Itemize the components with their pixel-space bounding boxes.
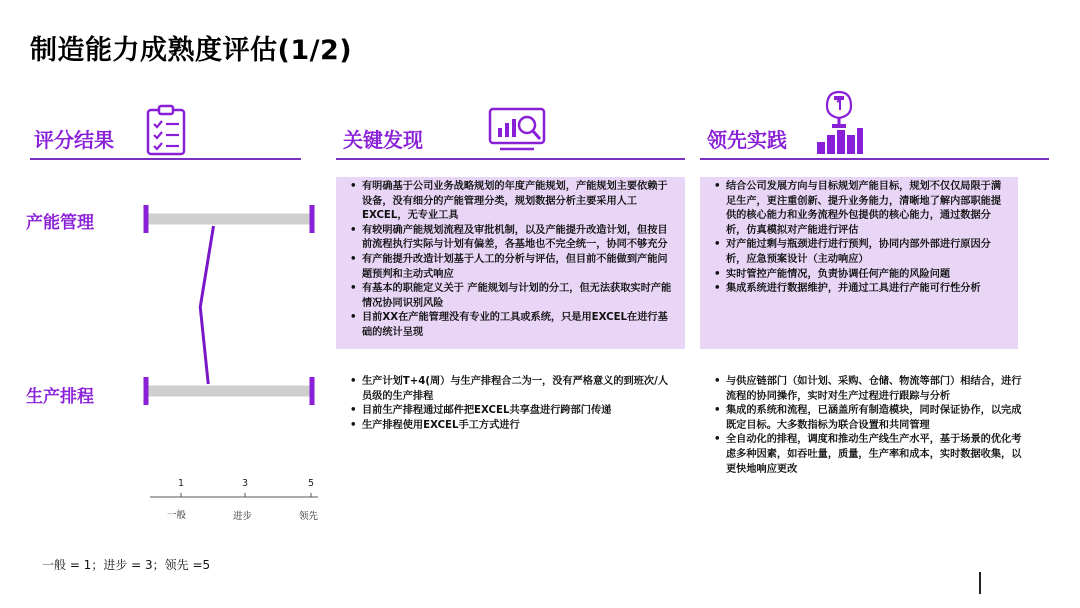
section-leading-divider <box>700 158 1049 160</box>
list-item: • 实时管控产能情况，负责协调任何产能的风险问题 <box>726 268 1010 283</box>
list-item: • 全自动化的排程，调度和推动生产线生产水平，基于场景的优化考虑多种因素，如吞吐量，质量，生产率和成本，实时数据收集，以更快地响应更改 <box>726 433 1024 477</box>
scale-tick-value-5: 5 <box>308 478 315 489</box>
list-item: • 有明确基于公司业务战略规划的年度产能规划，产能规划主要依赖于设备，没有细分的产能管理分类，规划数据分析主要采用人工EXCEL，无专业工具 <box>362 180 677 224</box>
section-findings-heading: 关键发现 <box>343 128 423 152</box>
list-item: • 生产排程使用EXCEL手工方式进行 <box>362 419 672 434</box>
scale-tick-label-1: 一般 <box>167 510 187 521</box>
list-item: • 集成的系统和流程，已涵盖所有制造模块，同时保证协作，以完成既定目标。大多数指标为联合设置和共同管理 <box>726 404 1024 433</box>
section-score-heading: 评分结果 <box>34 128 114 152</box>
list-item: • 与供应链部门（如计划、采购、仓储、物流等部门）相结合，进行流程的协同操作，实时对生产过程进行跟踪与分析 <box>726 375 1024 404</box>
scheduling-leading-box <box>700 375 1032 477</box>
list-item: • 生产计划T+4(周）与生产排程合二为一，没有严格意义的到班次/人员级的生产排程 <box>362 375 672 404</box>
list-item: • 集成系统进行数据维护，并通过工具进行产能可行性分析 <box>726 282 1010 297</box>
list-item: • 对产能过剩与瓶颈进行进行预判，协同内部外部进行原因分析，应急预案设计（主动响应） <box>726 238 1010 267</box>
list-item: • 目前XX在产能管理没有专业的工具或系统，只是用EXCEL在进行基础的统计呈现 <box>362 311 677 340</box>
row-label-scheduling: 生产排程 <box>26 387 94 407</box>
list-item: • 有较明确产能规划流程及审批机制，以及产能提升改造计划，但按目前流程执行实际与计划有偏差，各基地也不完全统一，协同不够充分 <box>362 224 677 253</box>
scale-tick-value-3: 3 <box>242 478 249 489</box>
magnifier-chart-icon <box>488 107 546 155</box>
scale-tick-label-5: 领先 <box>299 511 319 522</box>
capacity-leading-list <box>706 180 1010 297</box>
list-item: • 有基本的职能定义关于 产能规划与计划的分工，但无法获取实时产能情况协同识别风险 <box>362 282 677 311</box>
scheduling-findings-list <box>342 375 672 433</box>
score-profile-line <box>200 226 213 384</box>
scheduling-findings-box <box>336 375 680 433</box>
scale-legend: 一般 = 1；进步 = 3；领先 =5 <box>42 558 211 572</box>
section-leading-heading: 领先实践 <box>707 128 787 152</box>
list-item: • 结合公司发展方向与目标规划产能目标，规划不仅仅局限于满足生产，更注重创新、提升业务能力，清晰地了解内部职能提供的核心能力和业务流程外包提供的核心能力，通过数据分析，仿真模拟对产能进行评估 <box>726 180 1010 238</box>
scale-tick-value-1: 1 <box>178 478 185 489</box>
score-chart <box>0 0 330 530</box>
capacity-findings-box <box>336 177 685 349</box>
scale-tick-label-3: 进步 <box>233 511 253 522</box>
scheduling-leading-list <box>706 375 1024 477</box>
row-label-capacity: 产能管理 <box>26 213 94 233</box>
trophy-podium-icon <box>815 90 863 160</box>
page-title: 制造能力成熟度评估(1/2) <box>30 35 353 66</box>
section-findings-divider <box>336 158 685 160</box>
list-item: • 有产能提升改造计划基于人工的分析与评估，但目前不能做到产能问题预判和主动式响应 <box>362 253 677 282</box>
capacity-findings-list <box>342 180 677 341</box>
list-item: • 目前生产排程通过邮件把EXCEL共享盘进行跨部门传递 <box>362 404 672 419</box>
page-marker <box>979 572 981 594</box>
capacity-leading-box <box>700 177 1018 349</box>
